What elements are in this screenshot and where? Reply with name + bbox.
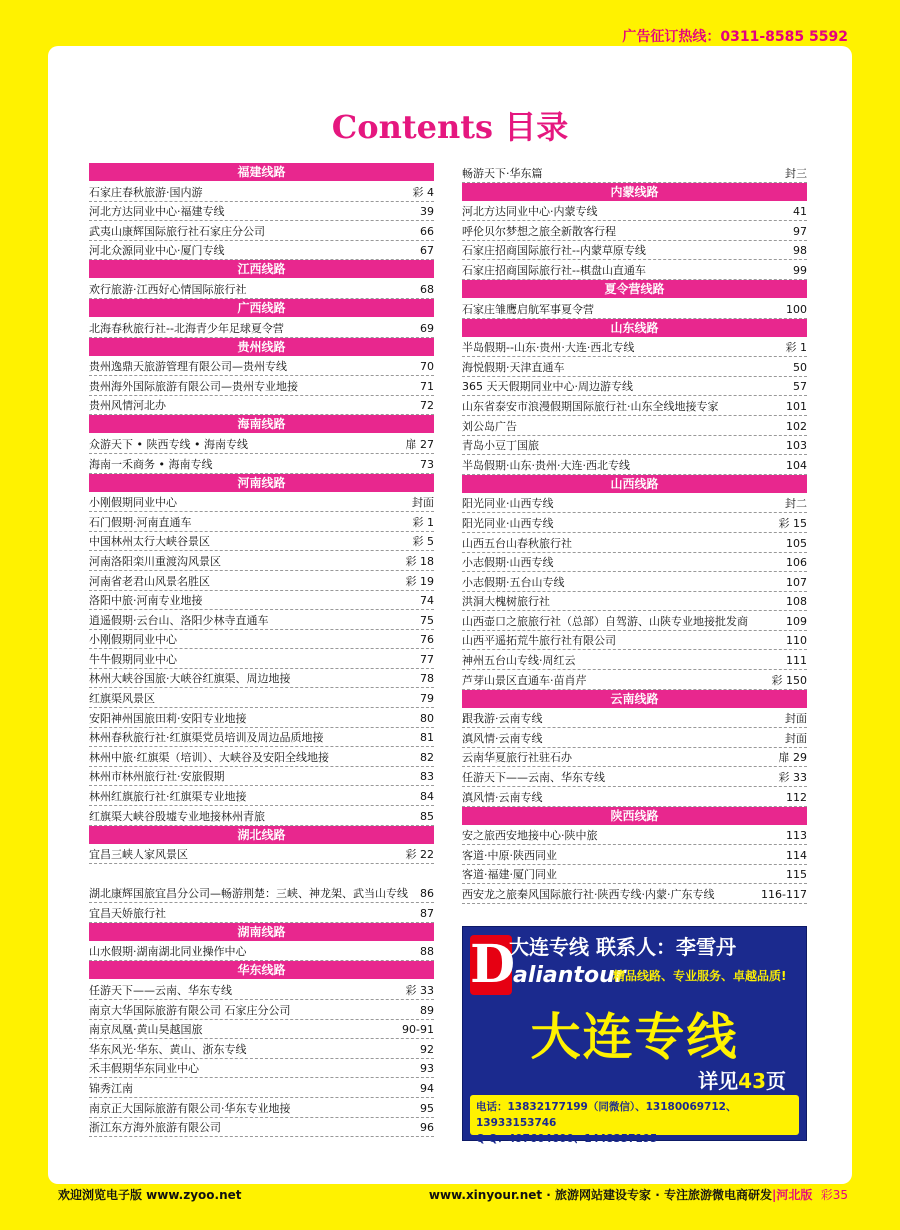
contents-entry[interactable] xyxy=(89,708,434,728)
entry-page: 66 xyxy=(420,224,434,238)
entry-page: 彩 1 xyxy=(412,515,434,529)
entry-name: 南京正大国际旅游有限公司·华东专业地接 xyxy=(89,1101,291,1115)
section-header: 云南线路 xyxy=(462,690,807,708)
entry-name: 洪洞大槐树旅行社 xyxy=(462,595,550,609)
entry-page: 封二 xyxy=(785,497,807,511)
entry-name: 牛牛假期同业中心 xyxy=(89,652,177,666)
entry-page: 封三 xyxy=(785,166,807,180)
contents-entry[interactable] xyxy=(462,513,807,533)
section-header: 广西线路 xyxy=(89,299,434,317)
contents-entry[interactable] xyxy=(462,533,807,553)
entry-name: 宜昌天娇旅行社 xyxy=(89,906,166,920)
entry-name: 洛阳中旅·河南专业地接 xyxy=(89,594,203,608)
contents-entry[interactable] xyxy=(89,221,434,241)
section-header: 湖北线路 xyxy=(89,826,434,844)
footer-edition: |河北版 xyxy=(771,1188,813,1202)
entry-page: 彩 33 xyxy=(778,771,807,785)
entry-page: 92 xyxy=(420,1042,434,1056)
entry-name: 红旗渠风景区 xyxy=(89,692,155,706)
entry-page: 95 xyxy=(420,1101,434,1115)
section-header: 华东线路 xyxy=(89,961,434,979)
entry-name: 客道·福建·厦门同业 xyxy=(462,868,557,882)
contents-entry[interactable] xyxy=(89,396,434,416)
entry-name: 石门假期·河南直通车 xyxy=(89,515,192,529)
entry-page: 94 xyxy=(420,1081,434,1095)
contents-entry[interactable] xyxy=(89,357,434,377)
entry-page: 111 xyxy=(786,654,807,668)
contents-entry[interactable] xyxy=(89,591,434,611)
entry-name: 山西壶口之旅旅行社（总部）自驾游、山陕专业地接批发商 xyxy=(462,614,748,628)
entry-name: 中国林州太行大峡谷景区 xyxy=(89,535,210,549)
entry-page: 116-117 xyxy=(761,888,807,901)
entry-page: 68 xyxy=(420,282,434,296)
entry-page: 108 xyxy=(786,595,807,609)
entry-page: 96 xyxy=(420,1121,434,1135)
entry-page: 109 xyxy=(786,614,807,628)
contents-entry[interactable] xyxy=(462,670,807,690)
entry-name: 华东风光·华东、黄山、浙东专线 xyxy=(89,1042,247,1056)
contents-entry[interactable] xyxy=(89,845,434,865)
entry-page: 105 xyxy=(786,536,807,550)
entry-page: 99 xyxy=(793,263,807,277)
contents-entry[interactable] xyxy=(462,221,807,241)
contents-entry[interactable] xyxy=(89,512,434,532)
contents-entry[interactable] xyxy=(462,709,807,729)
contents-entry[interactable] xyxy=(462,611,807,631)
contents-entry[interactable] xyxy=(89,806,434,826)
contents-entry[interactable] xyxy=(89,1078,434,1098)
entry-name: 山西平遥拓荒牛旅行社有限公司 xyxy=(462,634,616,648)
entry-name: 河北方达同业中心·内蒙专线 xyxy=(462,205,598,219)
entry-page: 86 xyxy=(420,887,434,901)
entry-page: 70 xyxy=(420,360,434,374)
entry-page: 100 xyxy=(786,302,807,316)
entry-name: 小志假期·五台山专线 xyxy=(462,575,565,589)
entry-page: 107 xyxy=(786,575,807,589)
entry-name: 海悦假期·天津直通车 xyxy=(462,360,565,374)
footer-page-number: 彩35 xyxy=(820,1188,848,1202)
entry-name: 湖北康辉国旅宜昌分公司—畅游荆楚：三峡、神龙架、武当山专线 xyxy=(89,887,408,901)
section-header: 福建线路 xyxy=(89,163,434,181)
section-header: 海南线路 xyxy=(89,415,434,433)
entry-page: 扉 27 xyxy=(405,437,434,451)
footer-left-text: 欢迎浏览电子版 www.zyoo.net xyxy=(58,1188,242,1202)
contents-entry[interactable] xyxy=(89,728,434,748)
entry-page: 85 xyxy=(420,809,434,823)
contents-entry[interactable] xyxy=(89,669,434,689)
entry-name: 呼伦贝尔梦想之旅全新散客行程 xyxy=(462,224,616,238)
contents-entry[interactable] xyxy=(89,493,434,513)
contents-entry[interactable] xyxy=(462,163,807,183)
contents-entry[interactable] xyxy=(89,610,434,630)
entry-name: 客道·中原·陕西同业 xyxy=(462,848,557,862)
entry-page: 彩 33 xyxy=(405,984,434,997)
ad-slogan: 精品线路、专业服务、卓越品质! xyxy=(613,969,787,983)
contents-entry[interactable] xyxy=(462,338,807,358)
contents-entry[interactable] xyxy=(89,980,434,1000)
entry-name: 滇风情·云南专线 xyxy=(462,731,543,745)
entry-name: 安阳神州国旅田莉·安阳专业地接 xyxy=(89,711,247,725)
section-header: 贵州线路 xyxy=(89,338,434,356)
entry-page: 彩 150 xyxy=(771,673,807,687)
entry-name: 河南洛阳栾川重渡沟风景区 xyxy=(89,554,221,568)
entry-name: 半岛假期·山东·贵州·大连·西北专线 xyxy=(462,458,630,472)
contents-entry[interactable] xyxy=(89,182,434,202)
entry-page: 封面 xyxy=(785,731,807,745)
entry-name: 浙江东方海外旅游有限公司 xyxy=(89,1121,221,1135)
contents-entry[interactable] xyxy=(462,845,807,865)
entry-name: 小刚假期同业中心 xyxy=(89,496,177,510)
entry-page: 彩 15 xyxy=(778,516,807,530)
entry-name: 安之旅西安地接中心·陕中旅 xyxy=(462,829,598,843)
entry-name: 南京凤凰·黄山昊越国旅 xyxy=(89,1023,203,1037)
entry-page: 113 xyxy=(786,829,807,843)
contents-entry[interactable] xyxy=(89,318,434,338)
entry-page: 84 xyxy=(420,790,434,804)
entry-name: 滇风情·云南专线 xyxy=(462,790,543,804)
contents-entry[interactable] xyxy=(89,1039,434,1059)
contents-entry[interactable] xyxy=(462,436,807,456)
entry-page: 76 xyxy=(420,633,434,647)
entry-name: 西安龙之旅秦风国际旅行社·陕西专线·内蒙·广东专线 xyxy=(462,888,715,901)
entry-name: 宜昌三峡人家风景区 xyxy=(89,848,188,862)
entry-page: 77 xyxy=(420,652,434,666)
entry-page: 39 xyxy=(420,205,434,219)
entry-name: 阳光同业·山西专线 xyxy=(462,497,554,511)
entry-page: 75 xyxy=(420,613,434,627)
contents-entry[interactable] xyxy=(462,260,807,280)
entry-page: 57 xyxy=(793,380,807,394)
contents-entry[interactable] xyxy=(89,376,434,396)
entry-name: 石家庄春秋旅游·国内游 xyxy=(89,185,203,199)
section-header: 山东线路 xyxy=(462,319,807,337)
entry-name: 林州大峡谷国旅·大峡谷红旗渠、周边地接 xyxy=(89,672,291,686)
entry-name: 河北方达同业中心·福建专线 xyxy=(89,205,225,219)
contents-entry[interactable] xyxy=(89,630,434,650)
footer-right xyxy=(429,1186,848,1203)
contents-entry[interactable] xyxy=(89,864,434,903)
entry-page: 114 xyxy=(786,848,807,862)
entry-page: 50 xyxy=(793,360,807,374)
entry-name: 南京大华国际旅游有限公司 石家庄分公司 xyxy=(89,1003,291,1017)
logo-d-mark: D xyxy=(470,934,516,995)
entry-name: 贵州海外国际旅游有限公司—贵州专业地接 xyxy=(89,379,298,393)
contents-entry[interactable] xyxy=(89,903,434,923)
ad-phone: 电话：13832177199（同微信）、13180069712、13933153746 xyxy=(476,1101,737,1129)
footer-right-text: www.xinyour.net · 旅游网站建设专家 · 专注旅游微电商研发 xyxy=(428,1188,772,1202)
entry-name: 畅游天下·华东篇 xyxy=(462,166,543,180)
entry-name: 365 天天假期同业中心·周边游专线 xyxy=(462,380,633,394)
entry-page: 彩 19 xyxy=(405,574,434,588)
entry-name: 欢行旅游·江西好心情国际旅行社 xyxy=(89,282,247,296)
entry-name: 小志假期·山西专线 xyxy=(462,556,554,570)
section-header: 江西线路 xyxy=(89,260,434,278)
entry-name: 山东省泰安市浪漫假期国际旅行社·山东全线地接专家 xyxy=(462,399,719,413)
entry-page: 彩 4 xyxy=(412,185,434,199)
contents-entry[interactable] xyxy=(89,454,434,474)
entry-page: 封面 xyxy=(785,712,807,726)
entry-name: 神州五台山专线·周红云 xyxy=(462,654,576,668)
section-header: 陕西线路 xyxy=(462,807,807,825)
entry-page: 79 xyxy=(420,692,434,706)
entry-name: 石家庄招商国际旅行社--内蒙草原专线 xyxy=(462,244,646,258)
entry-page: 88 xyxy=(420,945,434,959)
entry-page: 115 xyxy=(786,868,807,882)
entry-page: 87 xyxy=(420,906,434,920)
entry-name: 山水假期·湖南湖北同业操作中心 xyxy=(89,945,247,959)
entry-name: 半岛假期--山东·贵州·大连·西北专线 xyxy=(462,341,635,355)
entry-page: 彩 5 xyxy=(412,535,434,549)
entry-page: 104 xyxy=(786,458,807,472)
contents-entry[interactable] xyxy=(462,650,807,670)
entry-page: 69 xyxy=(420,321,434,335)
contents-entry[interactable] xyxy=(462,396,807,416)
contents-entry[interactable] xyxy=(462,572,807,592)
contents-entry[interactable] xyxy=(89,434,434,454)
entry-page: 98 xyxy=(793,244,807,258)
entry-name: 芦芽山景区直通车·苗肖芹 xyxy=(462,673,587,687)
ad-see-suffix: 页 xyxy=(766,1069,786,1093)
contents-entry[interactable] xyxy=(89,688,434,708)
section-header: 湖南线路 xyxy=(89,923,434,941)
entry-page: 扉 29 xyxy=(778,751,807,765)
entry-page: 93 xyxy=(420,1062,434,1076)
contents-entry[interactable] xyxy=(462,592,807,612)
contents-entry[interactable] xyxy=(89,571,434,591)
page-title: Contents 目录 xyxy=(331,108,569,146)
contents-entry[interactable] xyxy=(89,241,434,261)
entry-name: 海南一禾商务 • 海南专线 xyxy=(89,457,213,471)
entry-page: 73 xyxy=(420,457,434,471)
contents-entry[interactable] xyxy=(462,767,807,787)
contents-entry[interactable] xyxy=(89,1000,434,1020)
entry-page: 78 xyxy=(420,672,434,686)
entry-page: 82 xyxy=(420,750,434,764)
entry-page: 彩 22 xyxy=(405,848,434,862)
contents-entry[interactable] xyxy=(462,553,807,573)
entry-name: 武夷山康辉国际旅行社石家庄分公司 xyxy=(89,224,265,238)
ad-big-title: 大连专线 xyxy=(530,1008,739,1066)
contents-entry[interactable] xyxy=(462,748,807,768)
entry-page: 90-91 xyxy=(402,1023,434,1037)
entry-name: 刘公岛广告 xyxy=(462,419,517,433)
contents-entry[interactable] xyxy=(462,241,807,261)
entry-page: 81 xyxy=(420,731,434,745)
contents-entry[interactable] xyxy=(89,747,434,767)
entry-page: 89 xyxy=(420,1003,434,1017)
contents-entry[interactable] xyxy=(89,649,434,669)
left-column xyxy=(89,163,434,1137)
entry-name: 林州春秋旅行社·红旗渠党员培训及周边品质地接 xyxy=(89,731,324,745)
contents-entry[interactable] xyxy=(462,865,807,885)
ad-heading: 大连专线 联系人：李雪丹 xyxy=(509,935,736,959)
entry-page: 101 xyxy=(786,399,807,413)
section-header: 河南线路 xyxy=(89,474,434,492)
entry-name: 林州中旅·红旗渠（培训）、大峡谷及安阳全线地接 xyxy=(89,750,329,764)
contents-entry[interactable] xyxy=(89,1098,434,1118)
entry-page: 41 xyxy=(793,205,807,219)
ad-qq: Q Q：497604600、1448357195 xyxy=(476,1133,658,1145)
entry-page: 112 xyxy=(786,790,807,804)
entry-name: 任游天下——云南、华东专线 xyxy=(462,771,605,785)
dalian-ad-banner[interactable] xyxy=(462,926,807,1145)
entry-page: 80 xyxy=(420,711,434,725)
entry-name: 林州红旗旅行社·红旗渠专业地接 xyxy=(89,790,247,804)
ad-see-prefix: 详见 xyxy=(698,1069,739,1093)
entry-name: 石家庄招商国际旅行社--棋盘山直通车 xyxy=(462,263,646,277)
entry-name: 小刚假期同业中心 xyxy=(89,633,177,647)
entry-name: 北海春秋旅行社--北海青少年足球夏令营 xyxy=(89,321,284,335)
contents-entry[interactable] xyxy=(89,942,434,962)
contents-entry[interactable] xyxy=(462,728,807,748)
contents-entry[interactable] xyxy=(89,1118,434,1138)
entry-page: 67 xyxy=(420,244,434,258)
contents-entry[interactable] xyxy=(89,786,434,806)
entry-name: 云南华夏旅行社驻石办 xyxy=(462,751,572,765)
entry-page: 103 xyxy=(786,439,807,453)
entry-page: 72 xyxy=(420,399,434,413)
entry-name: 红旗渠大峡谷殷墟专业地接林州青旅 xyxy=(89,809,265,823)
entry-page: 彩 18 xyxy=(405,554,434,568)
entry-name: 山西五台山春秋旅行社 xyxy=(462,536,572,550)
entry-page: 封面 xyxy=(412,496,434,510)
contents-entry[interactable] xyxy=(462,884,807,904)
entry-name: 众游天下 • 陕西专线 • 海南专线 xyxy=(89,437,248,451)
entry-page: 102 xyxy=(786,419,807,433)
contents-entry[interactable] xyxy=(462,787,807,807)
entry-name: 贵州风情河北办 xyxy=(89,399,166,413)
contents-entry[interactable] xyxy=(89,1059,434,1079)
section-header: 内蒙线路 xyxy=(462,183,807,201)
contents-entry[interactable] xyxy=(89,279,434,299)
contents-entry[interactable] xyxy=(89,767,434,787)
contents-entry[interactable] xyxy=(462,416,807,436)
ad-hotline: 广告征订热线：0311-8585 5592 xyxy=(622,29,848,45)
entry-name: 任游天下——云南、华东专线 xyxy=(89,984,232,997)
entry-name: 禾丰假期华东同业中心 xyxy=(89,1062,199,1076)
ad-brand: aliantour xyxy=(513,963,626,988)
section-header: 夏令营线路 xyxy=(462,280,807,298)
entry-name: 河北众源同业中心·厦门专线 xyxy=(89,244,225,258)
entry-name: 锦秀江南 xyxy=(89,1081,133,1095)
contents-entry[interactable] xyxy=(462,826,807,846)
entry-page: 97 xyxy=(793,224,807,238)
section-header: 山西线路 xyxy=(462,475,807,493)
contents-entry[interactable] xyxy=(462,377,807,397)
contents-entry[interactable] xyxy=(462,631,807,651)
contents-entry[interactable] xyxy=(462,299,807,319)
right-column xyxy=(462,163,807,904)
entry-name: 阳光同业·山西专线 xyxy=(462,516,554,530)
contents-entry[interactable] xyxy=(89,202,434,222)
entry-page: 106 xyxy=(786,556,807,570)
entry-page: 83 xyxy=(420,770,434,784)
entry-page: 110 xyxy=(786,634,807,648)
contents-entry[interactable] xyxy=(462,494,807,514)
entry-name: 林州市林州旅行社·安旅假期 xyxy=(89,770,225,784)
ad-see-page xyxy=(698,1065,786,1094)
entry-name: 跟我游·云南专线 xyxy=(462,712,543,726)
contents-entry[interactable] xyxy=(89,551,434,571)
contents-entry[interactable] xyxy=(89,1020,434,1040)
entry-name: 逍遥假期·云台山、洛阳少林寺直通车 xyxy=(89,613,269,627)
entry-name: 石家庄雏鹰启航军事夏令营 xyxy=(462,302,594,316)
contents-entry[interactable] xyxy=(89,532,434,552)
contents-entry[interactable] xyxy=(462,455,807,475)
entry-name: 贵州逸鼎天旅游管理有限公司—贵州专线 xyxy=(89,360,287,374)
ad-contact-box xyxy=(470,1095,799,1145)
contents-page xyxy=(48,46,852,1184)
entry-name: 青岛小豆丁国旅 xyxy=(462,439,539,453)
entry-name: 河南省老君山风景名胜区 xyxy=(89,574,210,588)
ad-see-page-number: 43 xyxy=(738,1069,766,1093)
entry-page: 71 xyxy=(420,379,434,393)
entry-page: 彩 1 xyxy=(785,341,807,355)
contents-entry[interactable] xyxy=(462,202,807,222)
entry-page: 74 xyxy=(420,594,434,608)
contents-entry[interactable] xyxy=(462,357,807,377)
